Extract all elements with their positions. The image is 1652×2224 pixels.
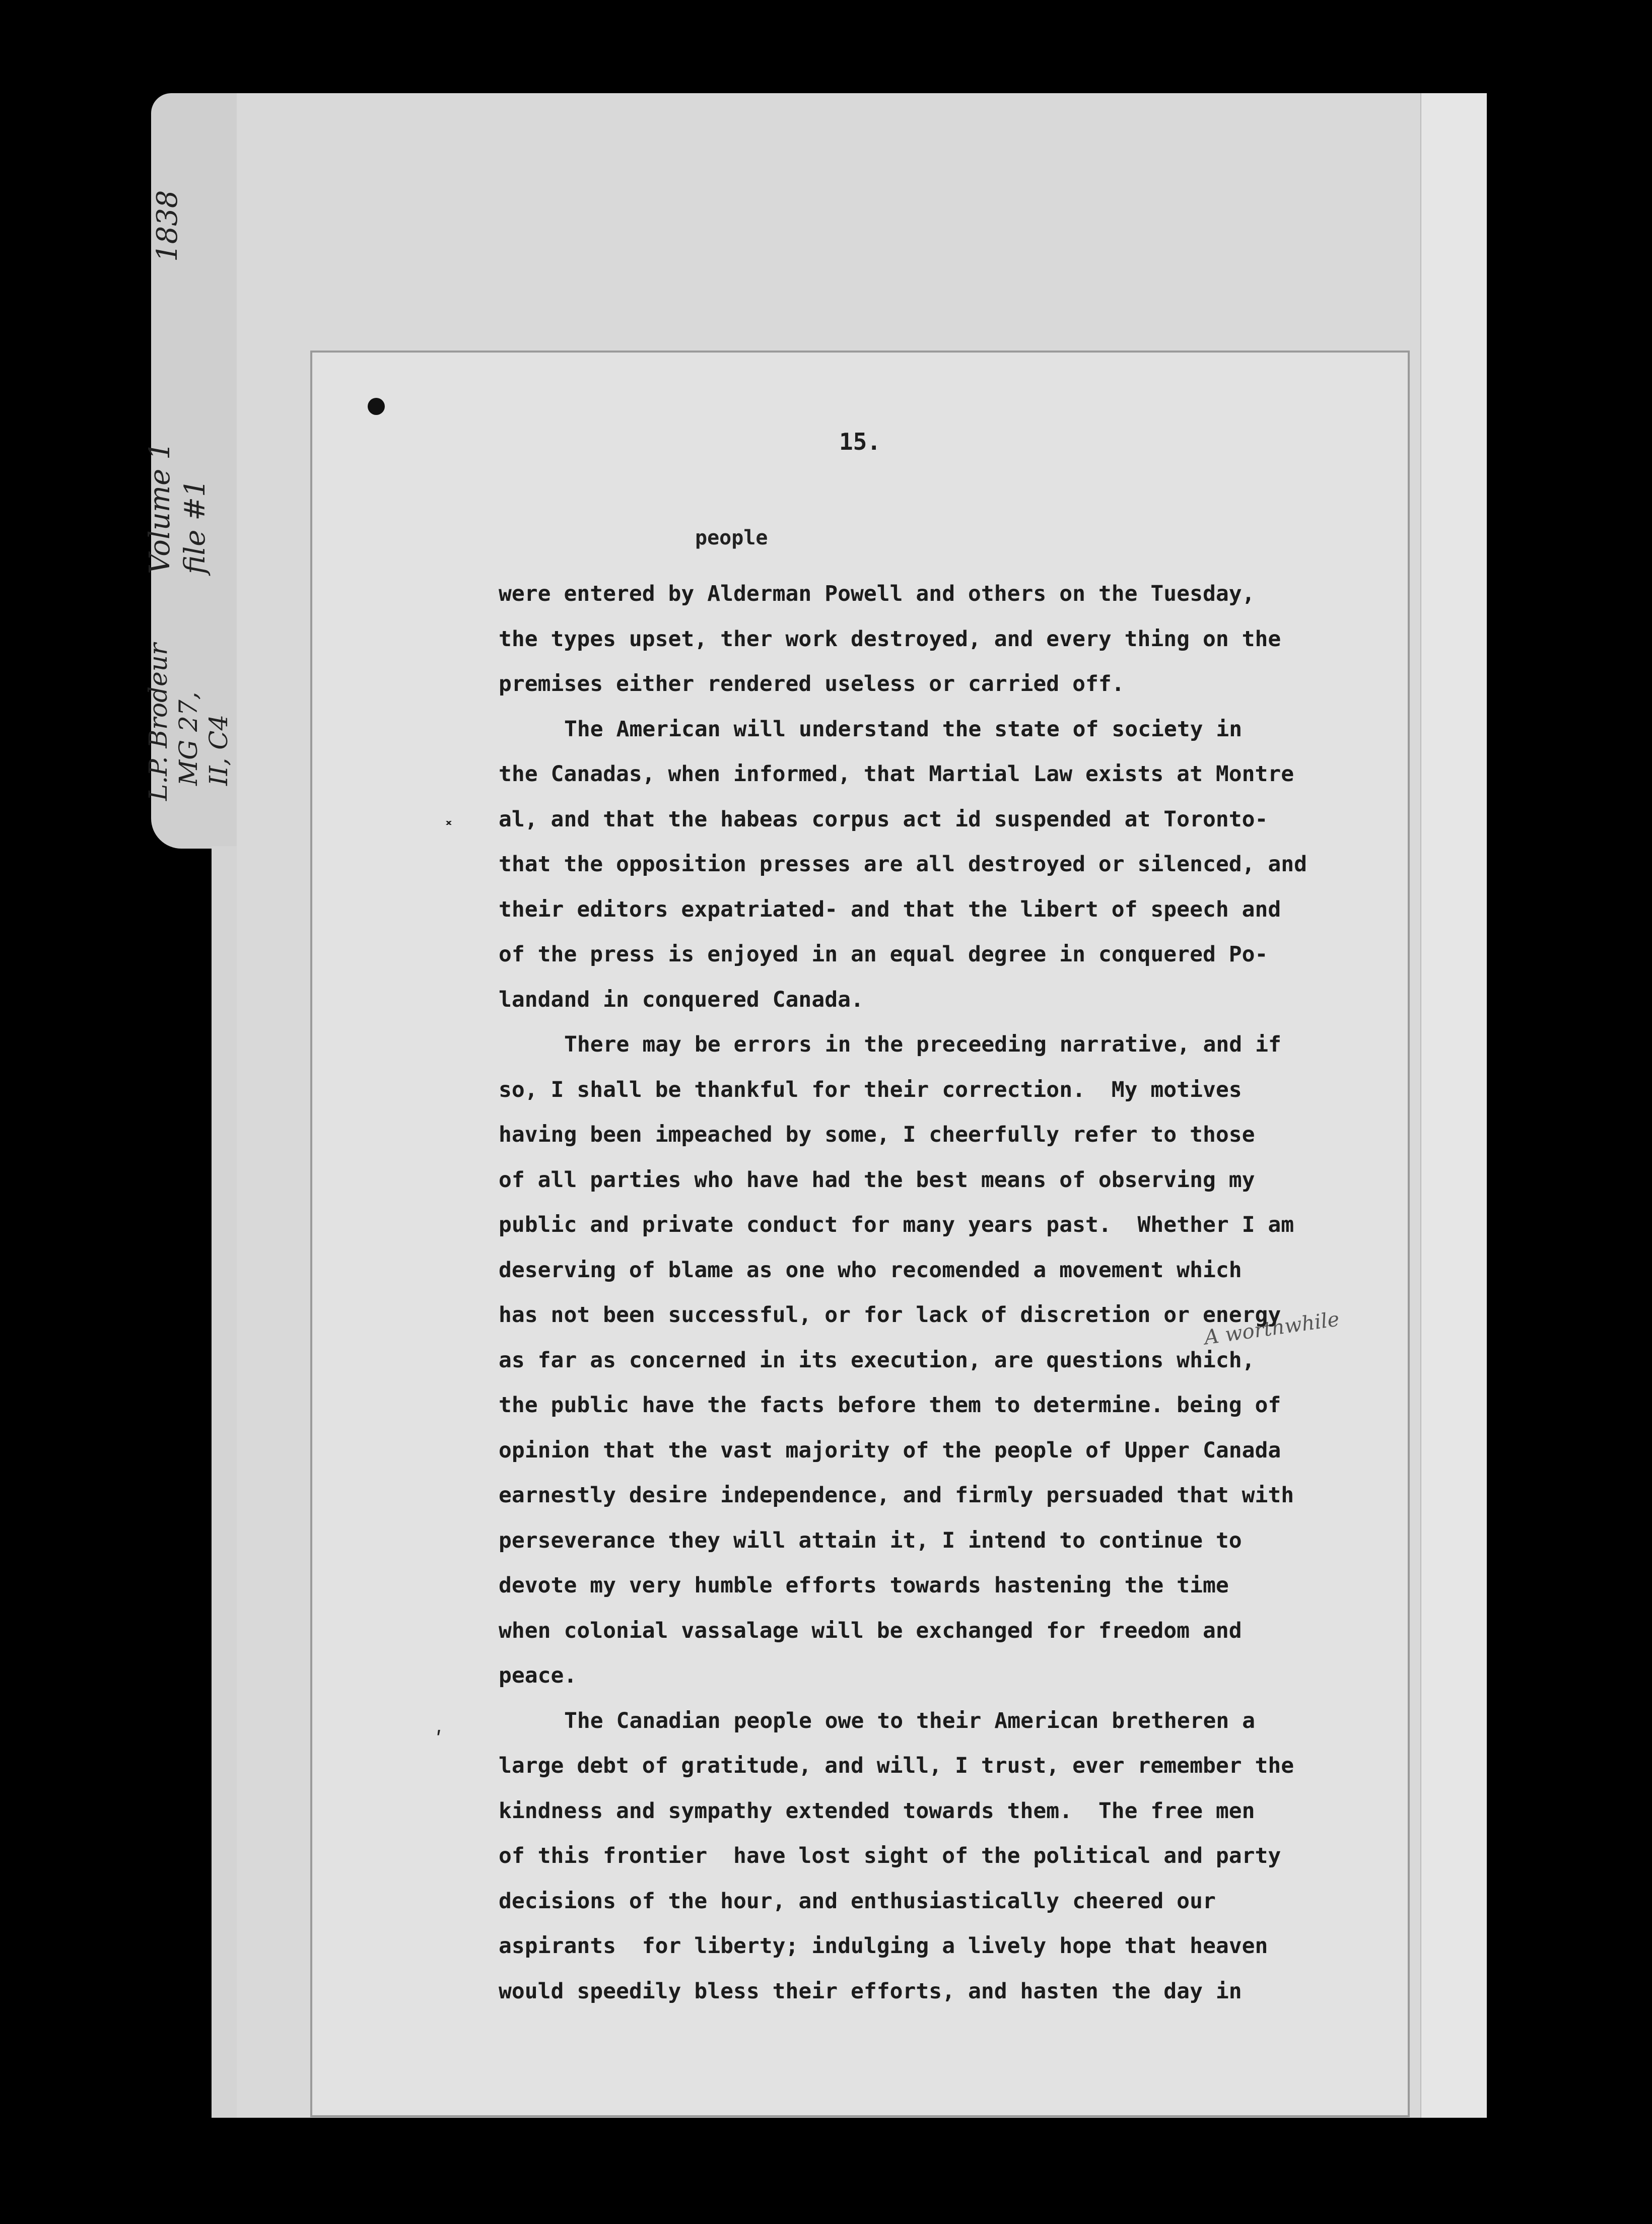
margin-note-collection-name: L.P. Brodeur bbox=[144, 643, 173, 801]
text-line: The Canadian people owe to their American bretheren a bbox=[564, 1708, 1256, 1733]
margin-note-collection-mg: MG 27, bbox=[174, 691, 203, 786]
text-line: The American will understand the state of society in bbox=[564, 716, 1243, 742]
text-line: the public have the facts before them to determine. being of bbox=[499, 1393, 1281, 1418]
text-line: were entered by Alderman Powell and others on the Tuesday, bbox=[499, 581, 1255, 606]
margin-note-file: file #1 bbox=[179, 479, 212, 574]
text-line: public and private conduct for many years past. Whether I am bbox=[499, 1212, 1294, 1237]
text-line: earnestly desire independence, and firmly persuaded that with bbox=[499, 1483, 1294, 1508]
text-line: premises either rendered useless or carried off. bbox=[499, 671, 1125, 697]
text-line: as far as concerned in its execution, are questions which, bbox=[499, 1347, 1255, 1373]
text-line: large debt of gratitude, and will, I trust, ever remember the bbox=[499, 1753, 1294, 1778]
text-line: their editors expatriated- and that the libert of speech and bbox=[499, 896, 1281, 922]
text-line: that the opposition presses are all destroyed or silenced, and bbox=[499, 852, 1307, 877]
text-line: of all parties who have had the best means of observing my bbox=[499, 1167, 1255, 1193]
margin-tick-mark: ˟ bbox=[443, 818, 454, 844]
interlinear-insert: people bbox=[695, 526, 768, 549]
text-line: deserving of blame as one who recomended a movement which bbox=[499, 1257, 1242, 1283]
punch-hole bbox=[368, 398, 385, 415]
text-line: aspirants for liberty; indulging a lively hope that heaven bbox=[499, 1933, 1268, 1959]
text-line: al, and that the habeas corpus act id suspended at Toronto- bbox=[499, 806, 1268, 832]
text-line: landand in conquered Canada. bbox=[499, 987, 864, 1012]
text-line: perseverance they will attain it, I intend to continue to bbox=[499, 1527, 1242, 1553]
margin-note-year: 1838 bbox=[151, 190, 184, 262]
text-line: has not been successful, or for lack of discretion or energy bbox=[499, 1302, 1281, 1328]
typed-page bbox=[312, 353, 1408, 2115]
page-number: 15. bbox=[839, 428, 881, 455]
text-line: the types upset, ther work destroyed, and every thing on the bbox=[499, 626, 1281, 652]
margin-note-volume: Volume 1 bbox=[144, 442, 176, 574]
text-line: of this frontier have lost sight of the political and party bbox=[499, 1843, 1281, 1868]
text-line: of the press is enjoyed in an equal degree in conquered Po- bbox=[499, 942, 1268, 967]
margin-note-collection-series: II, C4 bbox=[204, 714, 233, 786]
handwritten-note: A worthwhile bbox=[1203, 1307, 1341, 1350]
text-line: would speedily bless their efforts, and hasten the day in bbox=[499, 1978, 1242, 2004]
body-text bbox=[499, 572, 1355, 2014]
text-line: so, I shall be thankful for their correction. My motives bbox=[499, 1077, 1242, 1102]
text-line: opinion that the vast majority of the people of Upper Canada bbox=[499, 1437, 1281, 1463]
text-line: when colonial vassalage will be exchanged for freedom and bbox=[499, 1618, 1242, 1643]
text-line: decisions of the hour, and enthusiastically cheered our bbox=[499, 1888, 1216, 1914]
text-line: There may be errors in the preceeding narrative, and if bbox=[564, 1032, 1281, 1057]
text-line: kindness and sympathy extended towards them. The free men bbox=[499, 1798, 1255, 1824]
text-line: having been impeached by some, I cheerfully refer to those bbox=[499, 1122, 1255, 1147]
text-line: peace. bbox=[499, 1663, 577, 1688]
text-line: devote my very humble efforts towards hastening the time bbox=[499, 1573, 1229, 1598]
folder-right-strip bbox=[1420, 93, 1487, 2118]
text-line: the Canadas, when informed, that Martial Law exists at Montre bbox=[499, 761, 1294, 787]
margin-tick-mark: ʹ bbox=[436, 1727, 442, 1753]
